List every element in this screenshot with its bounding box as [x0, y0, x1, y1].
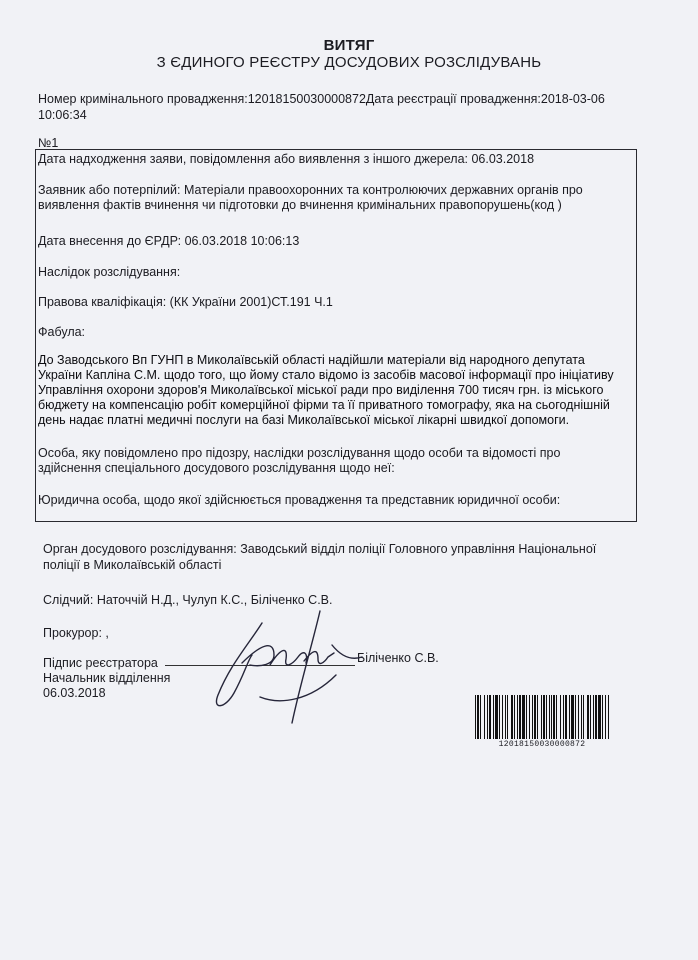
plot-label: Фабула:	[38, 325, 86, 339]
investigation-organ-line-2: поліції в Миколаївській області	[43, 558, 222, 572]
applicant-line-1: Заявник або потерпілий: Матеріали правоохоронних та контролюючих державних органів про	[38, 183, 583, 197]
entered-date: Дата внесення до ЄРДР: 06.03.2018 10:06:13	[38, 234, 300, 248]
received-date: Дата надходження заяви, повідомлення або виявлення з іншого джерела: 06.03.2018	[38, 152, 535, 166]
investigation-organ-line-1: Орган досудового розслідування: Заводський відділ поліції Головного управління Національної	[43, 542, 597, 556]
document-title: ВИТЯГ	[323, 37, 375, 54]
signer-position: Начальник відділення	[43, 671, 171, 685]
plot-line-4: бюджету на компенсацію робіт комерційної фірми та її приватного томографу, яка на сьогоднішній	[38, 398, 610, 412]
prosecutor: Прокурор: ,	[43, 626, 109, 640]
plot-line-1: До Заводського Вп ГУНП в Миколаївській області надійшли матеріали від народного депутата	[38, 353, 585, 367]
legal-qualification: Правова кваліфікація: (КК України 2001)СТ.191 Ч.1	[38, 295, 333, 309]
legal-entity: Юридична особа, щодо якої здійснюється провадження та представник юридичної особи:	[38, 493, 561, 507]
investigation-outcome: Наслідок розслідування:	[38, 265, 181, 279]
suspect-line-2: здійснення спеціального досудового розслідування щодо неї:	[38, 461, 395, 475]
handwritten-signature	[200, 605, 370, 735]
barcode	[475, 695, 609, 739]
signature-date: 06.03.2018	[43, 686, 106, 700]
registration-time: 10:06:34	[38, 108, 87, 122]
suspect-line-1: Особа, яку повідомлено про підозру, наслідки розслідування щодо особи та відомості про	[38, 446, 561, 460]
registrar-signature-label: Підпис реєстратора	[43, 656, 158, 670]
plot-line-3: Управління охорони здоров'я Миколаївської міської ради про виділення 700 тисяч грн. із міського	[38, 383, 604, 397]
barcode-number: 12018150030000872	[498, 740, 586, 749]
investigator: Слідчий: Наточчій Н.Д., Чулуп К.С., Біліченко С.В.	[43, 593, 333, 607]
applicant-line-2: виявлення фактів вчинення чи підготовки до вчинення кримінальних правопорушень(код )	[38, 198, 562, 212]
plot-line-2: України Капліна С.М. щодо того, що йому стало відомо із засобів масової інформації про ініціативу	[38, 368, 614, 382]
signer-name: Біліченко С.В.	[357, 651, 439, 665]
record-number: №1	[38, 136, 59, 150]
proceeding-number-line: Номер кримінального провадження:12018150030000872Дата реєстрації провадження:2018-03-06	[38, 92, 605, 106]
document-subtitle: З ЄДИНОГО РЕЄСТРУ ДОСУДОВИХ РОЗСЛІДУВАНЬ	[156, 54, 542, 71]
plot-line-5: день надає платні медичні послуги на базі Миколаївської міської лікарні швидкої допомоги.	[38, 413, 570, 427]
